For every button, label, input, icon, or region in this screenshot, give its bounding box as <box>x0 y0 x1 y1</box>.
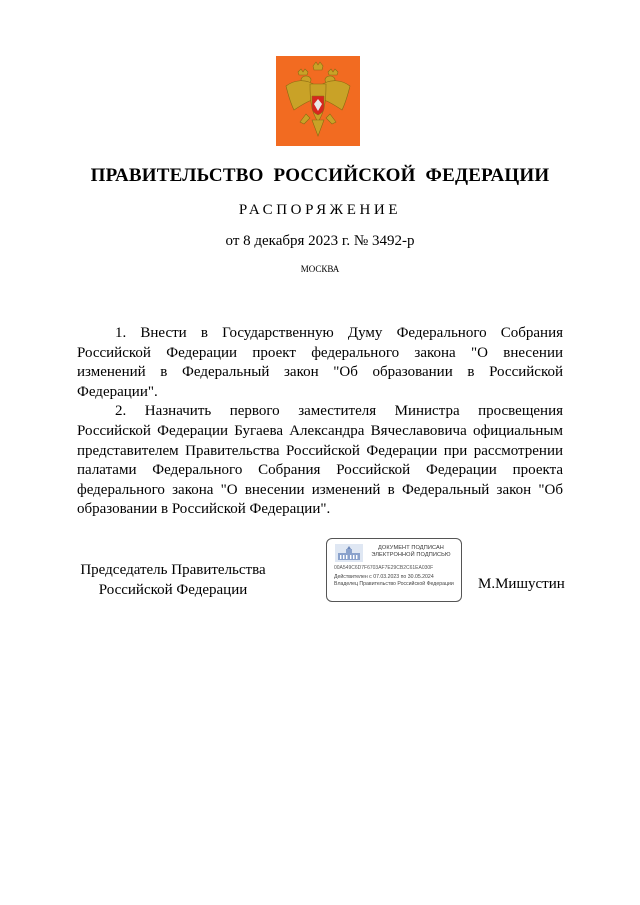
russian-coat-of-arms-icon <box>276 56 360 146</box>
signatory-name: М.Мишустин <box>478 576 565 592</box>
stamp-header-line-1: ДОКУМЕНТ ПОДПИСАН <box>378 545 444 551</box>
document-type: РАСПОРЯЖЕНИЕ <box>238 202 402 218</box>
document-body <box>77 324 563 520</box>
document-date-number: от 8 декабря 2023 г. № 3492-р <box>225 233 415 249</box>
stamp-serial: 00A549C6D7F6703AF7E29CB2C61EA030F <box>334 565 434 571</box>
document-city: МОСКВА <box>300 264 340 274</box>
stamp-validity: Действителен с 07.03.2023 по 30.05.2024 <box>334 574 434 580</box>
body-paragraph-2: 2. Назначить первого заместителя Министра просвещения Российской Федерации Бугаева Александра Вячеславовича официальным представителем Правительства Российской Федерации при рассмотрении палатами Федерального Собрания Российской Федерации проекта федерального закона "О внесении изменений в Федеральный закон "Об образовании в Российской Федерации". <box>77 403 563 518</box>
stamp-header-line-2: ЭЛЕКТРОННОЙ ПОДПИСЬЮ <box>371 552 451 558</box>
government-title: ПРАВИТЕЛЬСТВО РОССИЙСКОЙ ФЕДЕРАЦИИ <box>90 165 550 186</box>
government-building-icon <box>335 544 363 562</box>
signatory-role <box>78 561 268 600</box>
electronic-signature-stamp <box>326 538 462 602</box>
signatory-role-line-2: Российской Федерации <box>98 581 248 598</box>
stamp-owner: Владелец Правительство Российской Федерации <box>334 581 454 587</box>
stamp-header <box>363 545 459 559</box>
signatory-role-line-1: Председатель Правительства <box>80 562 266 578</box>
body-paragraph-1: 1. Внести в Государственную Думу Федерального Собрания Российской Федерации проект федерального закона "О внесении изменений в Федеральный закон "Об образовании в Российской Федерации". <box>77 325 563 400</box>
